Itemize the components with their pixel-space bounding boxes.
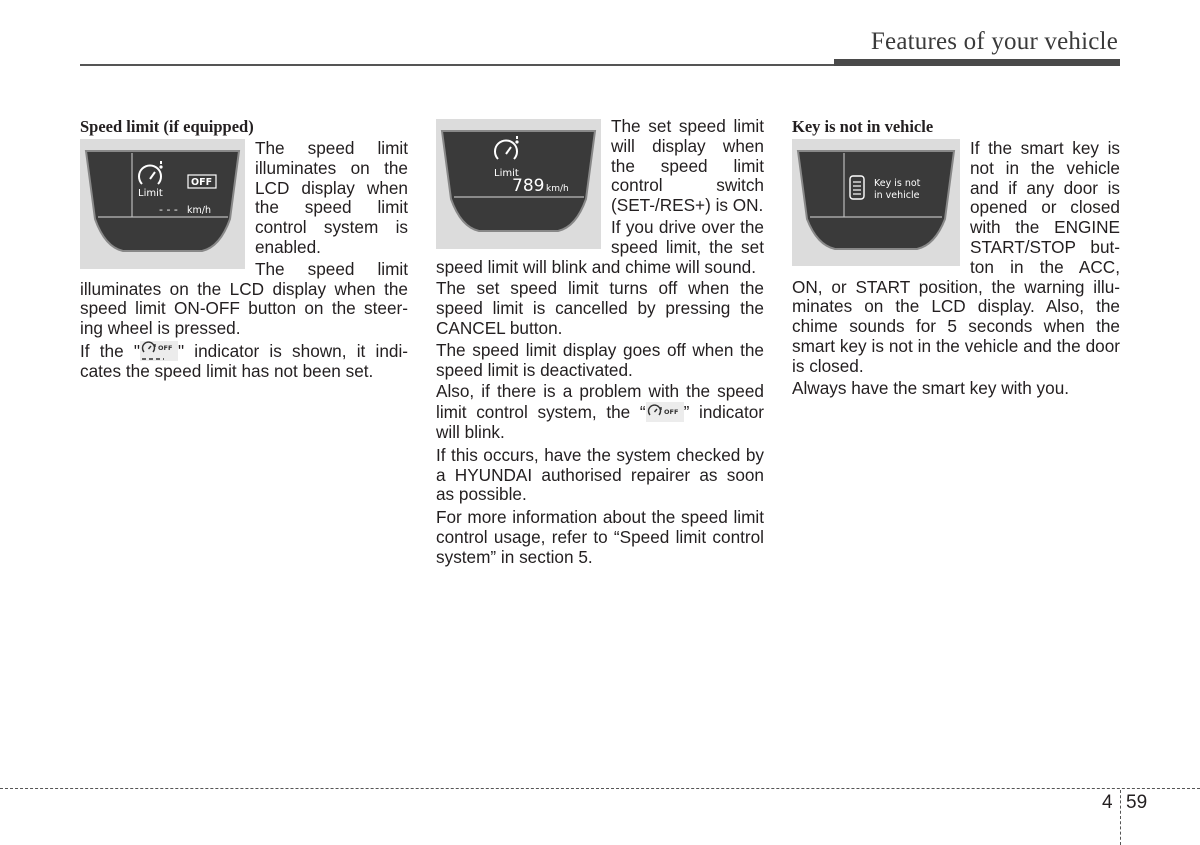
paragraph-indicator xyxy=(436,382,764,442)
figure-unit: km/h xyxy=(546,184,569,194)
section-heading-speed-limit: Speed limit (if equipped) xyxy=(80,117,254,136)
chapter-number: 4 xyxy=(1102,792,1113,813)
figure-key-not-in-vehicle xyxy=(792,139,960,266)
paragraph: For more information about the speed limit control usage, refer to “Speed limit control system” in section 5. xyxy=(436,507,764,567)
speed-limit-off-icon xyxy=(140,341,178,361)
footer-divider xyxy=(1120,790,1121,845)
paragraph: Always have the smart key with you. xyxy=(792,377,1070,398)
paragraph: The set speed limit turns off when the speed limit is cancelled by pressing the CANCEL button. xyxy=(436,278,764,338)
paragraph: The speed limit illuminates on the LCD display when the speed limit control system is enabled. xyxy=(255,138,408,257)
footer-rule xyxy=(0,788,1200,789)
paragraph: If this occurs, have the system checked by a HYUNDAI authorised repairer as soon as possible. xyxy=(436,444,764,505)
column-set-speed-limit xyxy=(436,117,764,570)
svg-text:OFF: OFF xyxy=(157,343,173,352)
column-speed-limit xyxy=(80,117,408,384)
text-fragment: ” indicator will blink. xyxy=(436,402,764,442)
header-rule-accent xyxy=(834,59,1120,66)
paragraph: The set speed limit will display when the speed limit control switch (SET-/RES+) is ON. xyxy=(611,116,764,216)
figure-speed-value: 789 xyxy=(512,176,545,196)
text-fragment: Also, if there is a problem with the speed limit control system, the “ xyxy=(436,381,764,423)
figure-text-line1: Key is not xyxy=(874,178,921,189)
paragraph: If you drive over the speed limit, the set speed limit will blink and chime will sound. xyxy=(436,216,764,277)
text-fragment: " indicator is shown, it indi-cates the speed limit has not been set. xyxy=(80,340,408,381)
paragraph-indicator xyxy=(80,341,408,382)
page-number: 59 xyxy=(1126,792,1148,813)
svg-text:OFF: OFF xyxy=(663,408,679,417)
figure-label-limit: Limit xyxy=(494,168,519,179)
page-header-title: Features of your vehicle xyxy=(870,28,1118,55)
section-heading-key-not-in-vehicle: Key is not in vehicle xyxy=(792,117,934,136)
paragraph: If the smart key is not in the vehicle and if any door is opened or closed with the ENGINE START/STOP but-ton in the ACC, ON, or START position, the warning illu-minates on the LCD display. Also, the chime sounds for 5 seconds when the smart key is not in the vehicle and the door is closed. xyxy=(792,138,1120,376)
column-key-not-in-vehicle xyxy=(792,117,1120,400)
speed-limit-off-icon xyxy=(646,402,684,422)
figure-unit: km/h xyxy=(187,205,211,216)
figure-dashes: - - - xyxy=(159,203,178,216)
figure-speed-limit-off xyxy=(80,139,245,269)
figure-speed-limit-set xyxy=(436,119,601,249)
paragraph: The speed limit illuminates on the LCD display when the speed limit ON-OFF button on the steer-ing wheel is pressed. xyxy=(80,258,408,339)
figure-text-line2: in vehicle xyxy=(874,190,920,201)
paragraph: The speed limit display goes off when the speed limit is deactivated. xyxy=(436,339,764,380)
figure-label-limit: Limit xyxy=(138,188,163,199)
text-fragment: If the " xyxy=(80,340,140,361)
figure-off-badge: OFF xyxy=(191,177,213,188)
